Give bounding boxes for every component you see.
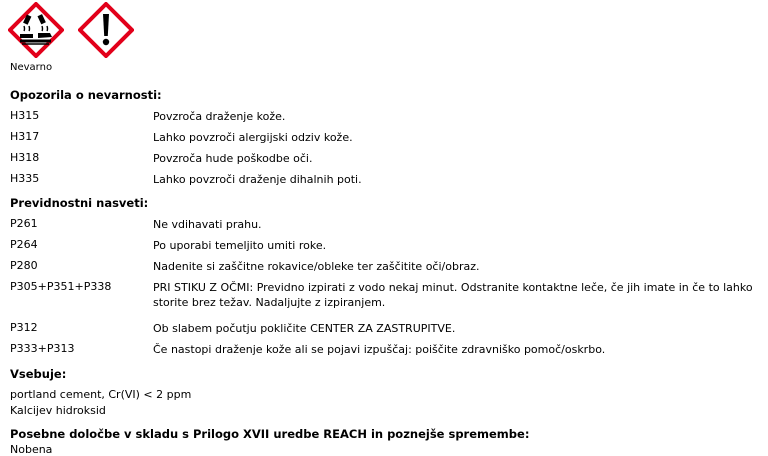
contains-item: portland cement, Cr(VI) < 2 ppm (10, 388, 192, 401)
precaution-text: PRI STIKU Z OČMI: Previdno izpirati z vodo nekaj minut. Odstranite kontaktne leče, če jih imate in če to lahko storite brez težav. Nadaljujte z izpiranjem. (153, 281, 753, 309)
precaution-code: P333+P313 (10, 342, 75, 355)
hazard-code: H315 (10, 109, 40, 122)
precaution-code: P264 (10, 238, 38, 251)
hazard-code: H335 (10, 172, 40, 185)
exclamation-pictogram-icon (78, 2, 134, 58)
hazard-text: Lahko povzroči alergijski odziv kože. (153, 131, 353, 144)
reach-value: Nobena (10, 443, 53, 456)
precaution-code: P305+P351+P338 (10, 280, 112, 293)
signal-word: Nevarno (10, 62, 53, 73)
precaution-heading: Previdnostni nasveti: (10, 196, 149, 210)
hazard-text: Povzroča hude poškodbe oči. (153, 152, 313, 165)
precaution-text: Ob slabem počutju pokličite CENTER ZA ZASTRUPITVE. (153, 322, 456, 335)
hazard-code: H317 (10, 130, 40, 143)
precaution-code: P280 (10, 259, 38, 272)
hazard-text: Lahko povzroči draženje dihalnih poti. (153, 173, 362, 186)
precaution-text: Če nastopi draženje kože ali se pojavi izpuščaj: poiščite zdravniško pomoč/oskrbo. (153, 343, 606, 356)
hazard-code: H318 (10, 151, 40, 164)
precaution-code: P312 (10, 321, 38, 334)
hazard-heading: Opozorila o nevarnosti: (10, 88, 162, 102)
contains-item: Kalcijev hidroksid (10, 404, 106, 417)
corrosion-pictogram-icon (8, 2, 64, 58)
contains-heading: Vsebuje: (10, 367, 67, 381)
precaution-text: Ne vdihavati prahu. (153, 218, 262, 231)
precaution-text: Nadenite si zaščitne rokavice/obleke ter zaščitite oči/obraz. (153, 260, 480, 273)
precaution-text: Po uporabi temeljito umiti roke. (153, 239, 327, 252)
reach-heading: Posebne določbe v skladu s Prilogo XVII uredbe REACH in poznejše spremembe: (10, 427, 530, 441)
hazard-text: Povzroča draženje kože. (153, 110, 286, 123)
precaution-code: P261 (10, 217, 38, 230)
